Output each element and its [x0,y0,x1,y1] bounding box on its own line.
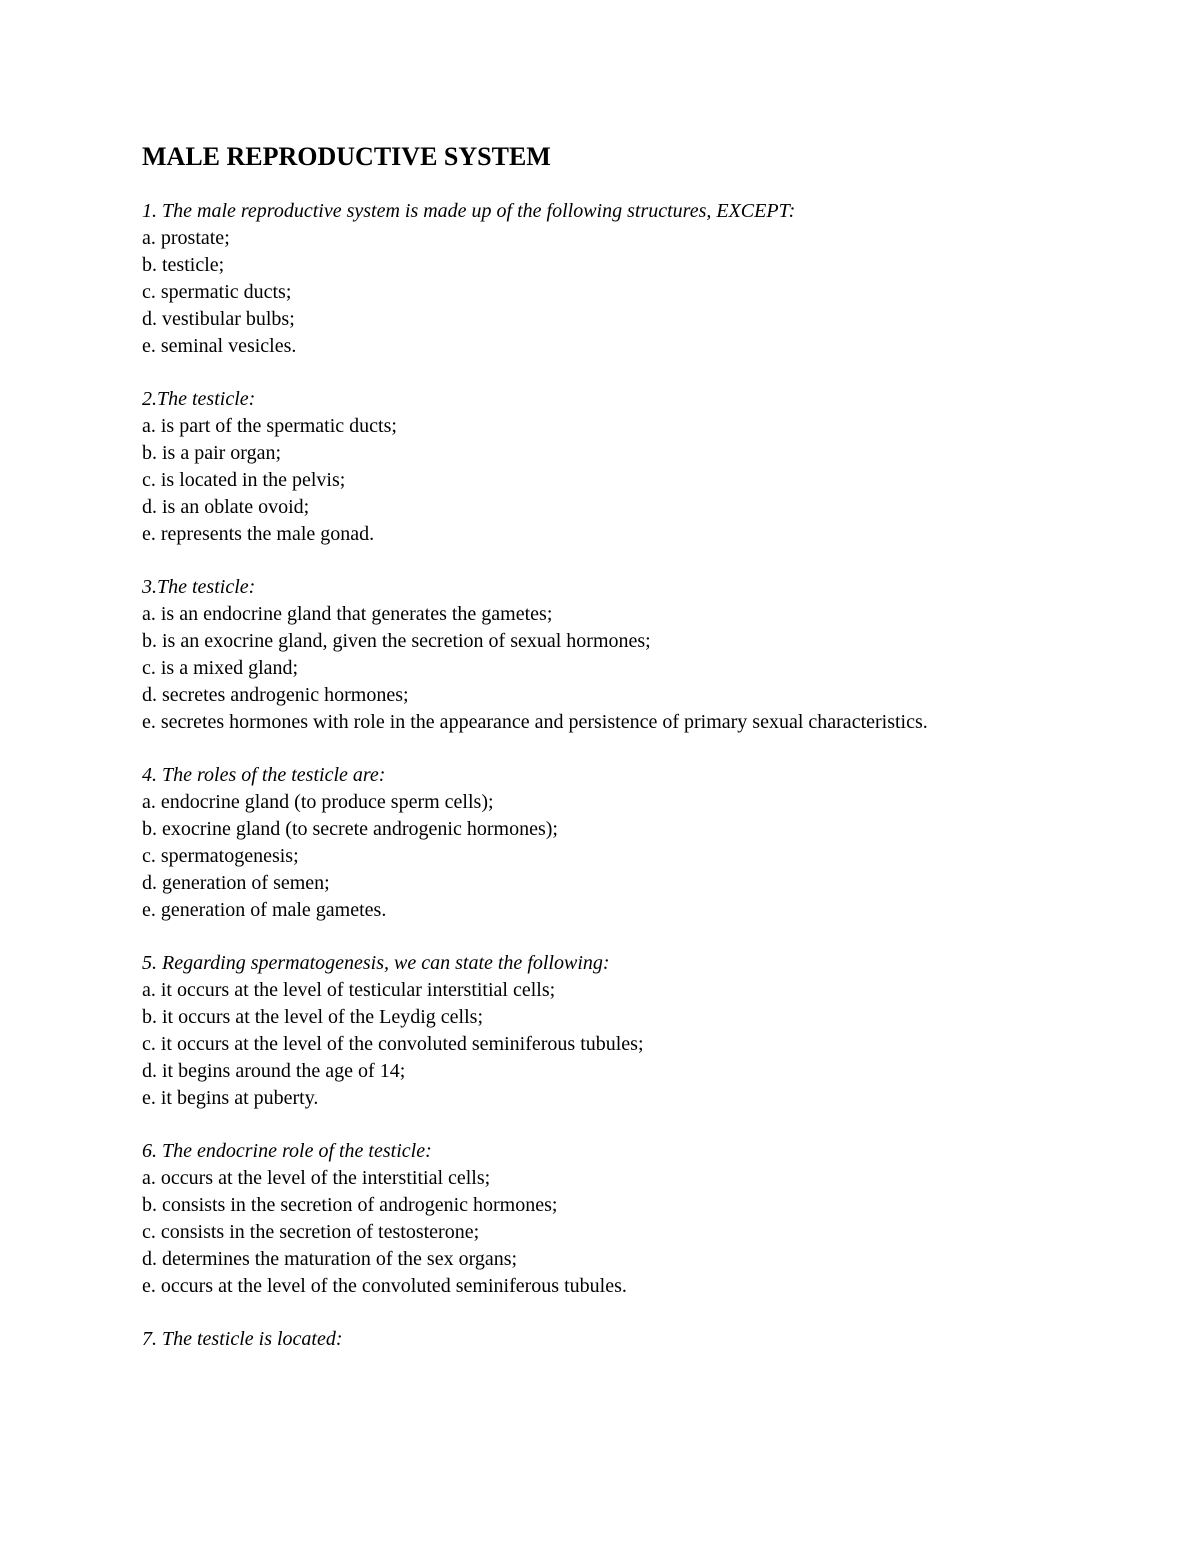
answer-option: e. seminal vesicles. [142,335,297,357]
answer-option: b. is an exocrine gland, given the secretion of sexual hormones; [142,630,651,652]
answer-option: e. represents the male gonad. [142,523,375,545]
answer-option: b. testicle; [142,254,225,276]
question-text: 6. The endocrine role of the testicle: [142,1140,432,1162]
question-6 [142,1138,1102,1300]
question-1 [142,198,1102,360]
answer-option: a. endocrine gland (to produce sperm cells); [142,791,494,813]
answer-option: b. consists in the secretion of androgenic hormones; [142,1194,558,1216]
document-page [142,140,1102,1379]
question-2 [142,386,1102,548]
answer-option: d. generation of semen; [142,872,330,894]
answer-option: a. prostate; [142,227,230,249]
question-text: 7. The testicle is located: [142,1328,343,1350]
answer-option: c. it occurs at the level of the convoluted seminiferous tubules; [142,1033,644,1055]
answer-option: e. generation of male gametes. [142,899,387,921]
question-5 [142,950,1102,1112]
question-text: 2.The testicle: [142,388,256,410]
answer-option: d. is an oblate ovoid; [142,496,310,518]
question-text: 4. The roles of the testicle are: [142,764,386,786]
answer-option: a. is part of the spermatic ducts; [142,415,397,437]
answer-option: d. vestibular bulbs; [142,308,295,330]
answer-option: a. is an endocrine gland that generates the gametes; [142,603,553,625]
answer-option: b. it occurs at the level of the Leydig cells; [142,1006,483,1028]
answer-option: c. is located in the pelvis; [142,469,346,491]
answer-option: e. occurs at the level of the convoluted seminiferous tubules. [142,1275,627,1297]
answer-option: c. consists in the secretion of testosterone; [142,1221,480,1243]
question-7 [142,1326,1102,1353]
question-4 [142,762,1102,924]
question-text: 3.The testicle: [142,576,256,598]
answer-option: b. is a pair organ; [142,442,282,464]
answer-option: c. spermatic ducts; [142,281,292,303]
question-text: 5. Regarding spermatogenesis, we can state the following: [142,952,610,974]
answer-option: a. occurs at the level of the interstitial cells; [142,1167,491,1189]
answer-option: c. spermatogenesis; [142,845,299,867]
answer-option: d. determines the maturation of the sex organs; [142,1248,518,1270]
question-text: 1. The male reproductive system is made up of the following structures, EXCEPT: [142,200,796,222]
answer-option: d. it begins around the age of 14; [142,1060,406,1082]
question-3 [142,574,1102,736]
answer-option: e. secretes hormones with role in the appearance and persistence of primary sexual characteristics. [142,711,928,733]
answer-option: a. it occurs at the level of testicular interstitial cells; [142,979,556,1001]
document-title: MALE REPRODUCTIVE SYSTEM [142,142,551,171]
answer-option: c. is a mixed gland; [142,657,299,679]
answer-option: d. secretes androgenic hormones; [142,684,409,706]
answer-option: e. it begins at puberty. [142,1087,319,1109]
answer-option: b. exocrine gland (to secrete androgenic hormones); [142,818,558,840]
